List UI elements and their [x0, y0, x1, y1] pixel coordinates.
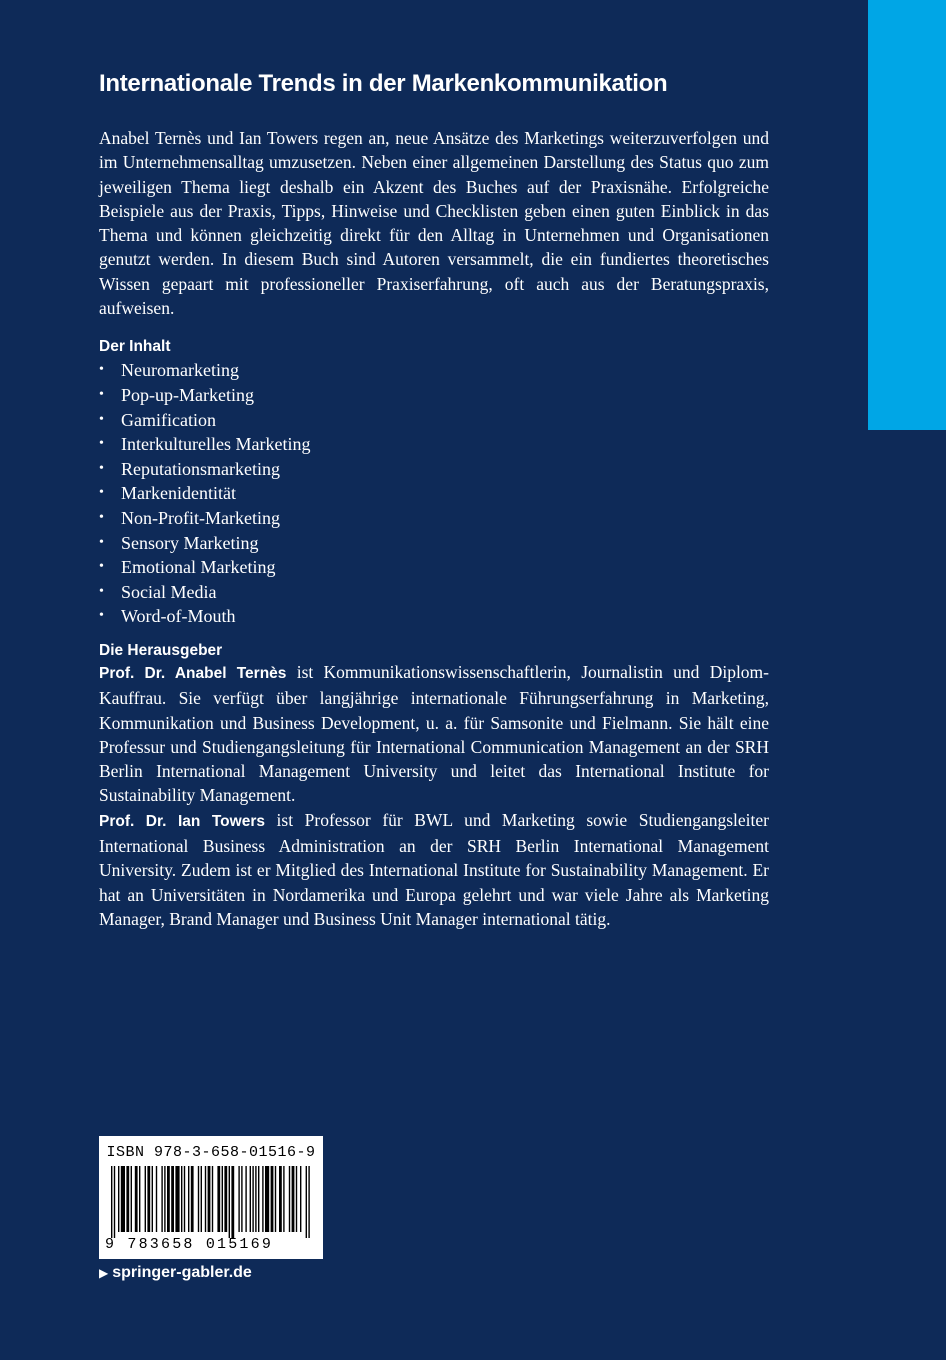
list-item: • Interkulturelles Marketing [99, 432, 769, 457]
list-item: • Sensory Marketing [99, 531, 769, 556]
contents-list [99, 358, 769, 629]
editor-name: Prof. Dr. Ian Towers [99, 812, 265, 830]
barcode-digits: 9 783658 015169 [105, 1236, 274, 1253]
list-item: • Word-of-Mouth [99, 604, 769, 629]
editor-bio-text: ist Kommunikationswissenschaftlerin, Journalistin und Diplom-Kauffrau. Sie verfügt über langjährige internationale Führungserfahrung in Marketing, Kommunikation und Business Development, u. a. für Samsonite und Fielmann. Sie hält eine Professur und Studiengangsleitung für International Communication Management an der SRH Berlin International Management University und leitet das International Institute for Sustainability Management. [99, 661, 769, 806]
bullet-icon: • [99, 559, 104, 575]
editor-bio-text: ist Professor für BWL und Marketing sowie Studiengangsleiter International Business Administration an der SRH Berlin International Management University. Zudem ist er Mitglied des International Institute for Sustainability Management. Er hat an Universitäten in Nordamerika und Europa gelehrt und war viele Jahre als Marketing Manager, Brand Manager und Business Unit Manager international tätig. [99, 809, 769, 929]
list-item: • Markenidentität [99, 481, 769, 506]
editor-bio-ternes [99, 660, 769, 808]
bullet-icon: • [99, 534, 104, 550]
bullet-icon: • [99, 460, 104, 476]
intro-paragraph: Anabel Ternès und Ian Towers regen an, neue Ansätze des Marketings weiterzuverfolgen und im Unternehmensalltag umzusetzen. Neben einer allgemeinen Darstellung des Status quo zum jeweiligen Thema liegt deshalb ein Akzent des Buches auf der Praxisnähe. Erfolgreiche Beispiele aus der Praxis, Tipps, Hinweise und Checklisten geben einen guten Einblick in das Thema und können gleichzeitig direkt für den Alltag in Unternehmen und Organisationen genutzt werden. In diesem Buch sind Autoren versammelt, die ein fundiertes theoretisches Wissen gepaart mit professioneller Praxiserfahrung, oft auch aus der Beratungspraxis, aufweisen. [99, 128, 769, 319]
list-item: • Reputationsmarketing [99, 457, 769, 482]
website-url: springer-gabler.de [112, 1264, 252, 1281]
list-item: • Non-Profit-Marketing [99, 506, 769, 531]
arrow-right-icon: ▶ [99, 1266, 109, 1280]
list-item: • Pop-up-Marketing [99, 383, 769, 408]
editor-name: Prof. Dr. Anabel Ternès [99, 664, 287, 682]
list-item: • Emotional Marketing [99, 555, 769, 580]
bullet-icon: • [99, 485, 104, 501]
list-item: • Social Media [99, 580, 769, 605]
accent-bar [868, 0, 946, 430]
list-item: • Gamification [99, 408, 769, 433]
isbn-barcode [99, 1136, 323, 1259]
editor-bio-towers [99, 808, 769, 931]
editors-heading: Die Herausgeber [99, 641, 223, 659]
bullet-icon: • [99, 411, 104, 427]
back-cover-text [99, 70, 769, 931]
list-item: • Neuromarketing [99, 358, 769, 383]
bullet-icon: • [99, 583, 104, 599]
book-title: Internationale Trends in der Markenkommunikation [99, 70, 668, 97]
bullet-icon: • [99, 608, 104, 624]
contents-heading: Der Inhalt [99, 338, 171, 356]
isbn-label: ISBN 978-3-658-01516-9 [106, 1144, 316, 1161]
bullet-icon: • [99, 362, 104, 378]
bullet-icon: • [99, 386, 104, 402]
bullet-icon: • [99, 509, 104, 525]
bullet-icon: • [99, 436, 104, 452]
publisher-website[interactable] [99, 1264, 252, 1282]
barcode-icon [107, 1166, 315, 1238]
